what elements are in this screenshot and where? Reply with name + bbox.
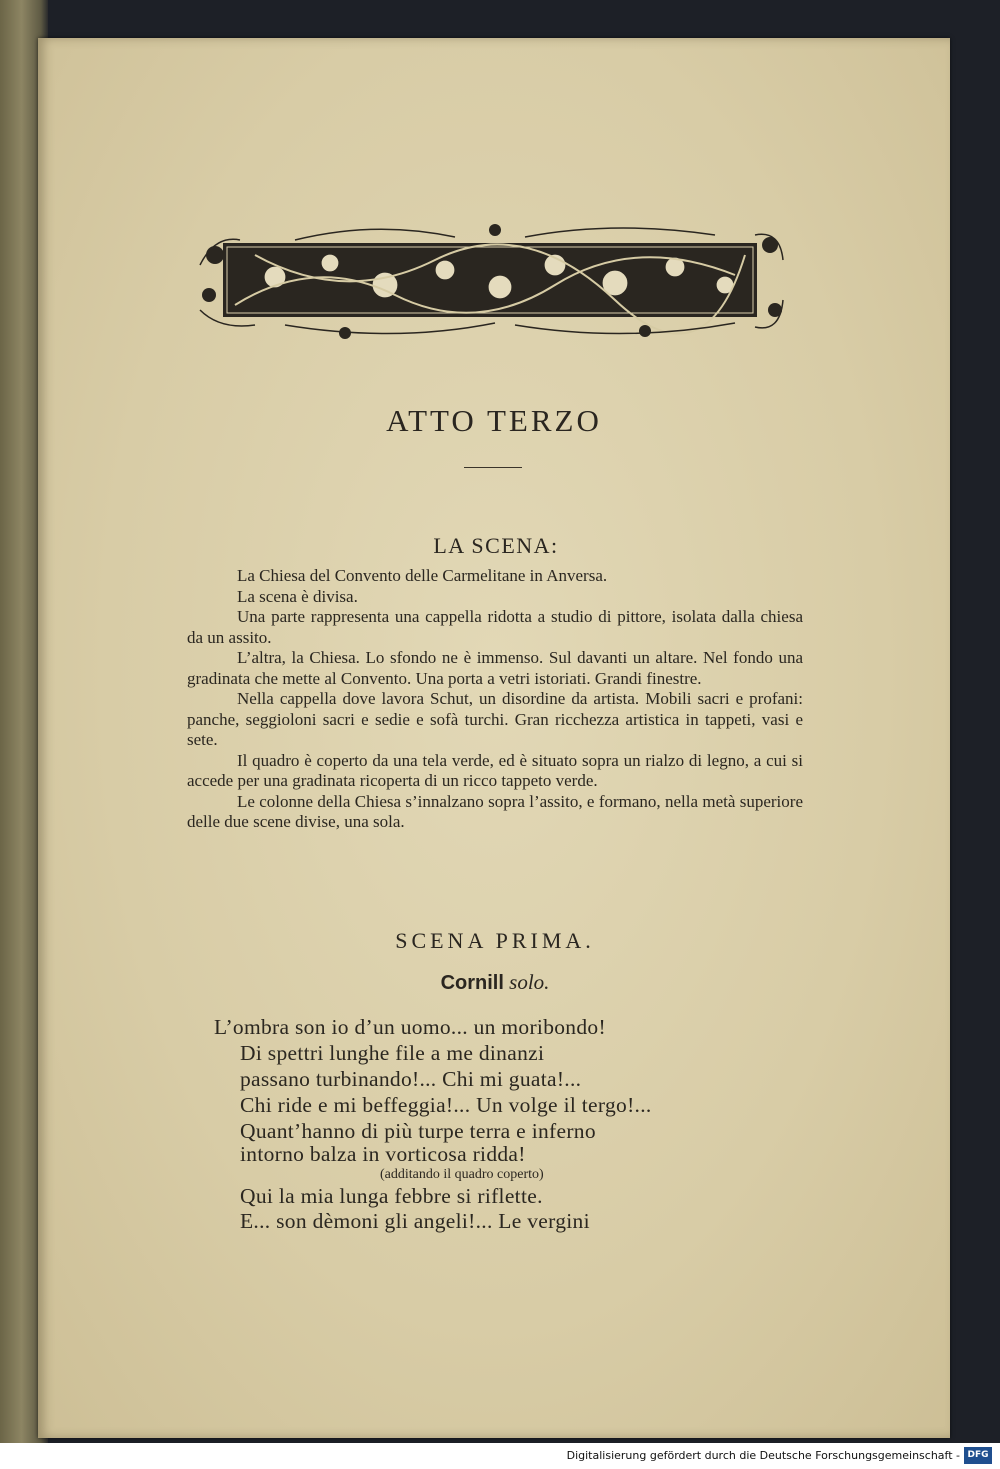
description-paragraph: Il quadro è coperto da una tela verde, ed è situato sopra un rialzo di legno, a cui si accede per una gradinata ricoperta di un ricco tappeto verde. xyxy=(187,750,803,790)
dfg-logo-icon: DFG xyxy=(964,1447,992,1464)
act-title: ATTO TERZO xyxy=(386,403,602,438)
description-paragraph: Una parte rappresenta una cappella ridotta a studio di pittore, isolata dalla chiesa da un assito. xyxy=(187,607,803,647)
footer-credit: Digitalisierung gefördert durch die Deutsche Forschungsgemeinschaft - xyxy=(566,1449,960,1462)
description-paragraph: Nella cappella dove lavora Schut, un disordine da artista. Mobili sacri e profani: panche, seggioloni sacri e sedie e sofà turchi. Gran ricchezza artistica in tappeti, vasi e sete. xyxy=(187,689,803,749)
scene-one-heading: SCENA PRIMA. xyxy=(395,928,595,953)
verse-line: passano turbinando!... Chi mi guata!... xyxy=(240,1067,582,1091)
character-line xyxy=(0,970,990,995)
verse-line: Chi ride e mi beffeggia!... Un volge il tergo!... xyxy=(240,1093,652,1117)
footer-bar xyxy=(0,1443,1000,1469)
floral-ornament-icon xyxy=(195,215,785,345)
verse-line: Di spettri lunghe file a me dinanzi xyxy=(240,1041,545,1065)
verse-line: Quant’hanno di più turpe terra e inferno xyxy=(240,1119,596,1143)
scene-heading: LA SCENA: xyxy=(433,533,559,558)
verse-line: Qui la mia lunga febbre si riflette. xyxy=(240,1184,543,1208)
description-paragraph: L’altra, la Chiesa. Lo sfondo ne è immenso. Sul davanti un altare. Nel fondo una gradinata che mette al Convento. Una porta a vetri istoriati. Grandi finestre. xyxy=(187,648,803,688)
verse-line: E... son dèmoni gli angeli!... Le vergini xyxy=(240,1209,590,1233)
description-paragraph: La scena è divisa. xyxy=(237,586,358,606)
verse-line: L’ombra son io d’un uomo... un moribondo! xyxy=(214,1015,606,1039)
title-divider xyxy=(464,467,522,468)
description-paragraph: La Chiesa del Convento delle Carmelitane in Anversa. xyxy=(237,566,608,585)
description-paragraph: Le colonne della Chiesa s’innalzano sopra l’assito, e formano, nella metà superiore delle due scene divise, una sola. xyxy=(187,791,803,831)
scene-description xyxy=(187,566,803,833)
character-name: Cornill xyxy=(440,972,504,994)
stage-direction: (additando il quadro coperto) xyxy=(380,1167,544,1182)
character-note: solo. xyxy=(509,970,550,994)
verse-line: intorno balza in vorticosa ridda! xyxy=(240,1142,526,1166)
